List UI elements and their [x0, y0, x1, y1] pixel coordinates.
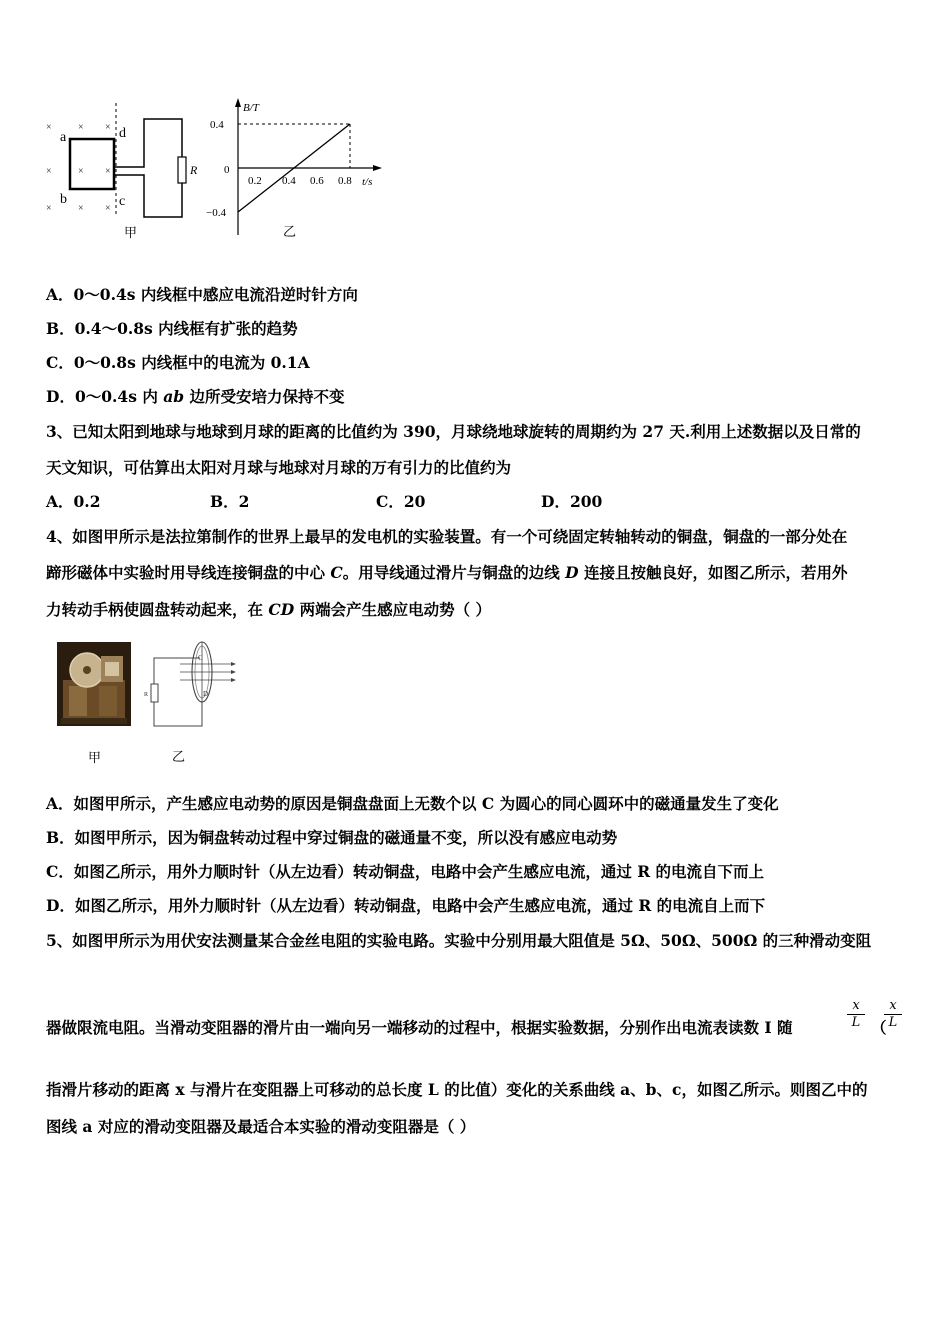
field-cross: × [105, 122, 111, 133]
x-axis-arrow [373, 165, 382, 171]
q2-option-d [46, 387, 345, 407]
q3-line-2: 天文知识，可估算出太阳对月球与地球对月球的万有引力的比值约为 [46, 458, 512, 477]
y-tick-label: 0.4 [210, 119, 224, 131]
q4-option-b: B．如图甲所示，因为铜盘转动过程中穿过铜盘的磁通量不变，所以没有感应电动势 [46, 828, 618, 847]
q2-option-d-prefix: D．0～0.4s 内 [46, 387, 164, 406]
q2-option-d-italic: ab [163, 387, 185, 406]
label-a: a [60, 130, 67, 145]
y-axis-arrow [235, 98, 241, 107]
q4-caption-left: 甲 [88, 751, 102, 766]
q4-line-2 [46, 563, 848, 583]
faraday-disk-schematic [142, 638, 242, 730]
faraday-disk-photo [57, 642, 131, 726]
q5-line-3: 指滑片移动的距离 x 与滑片在变阻器上可移动的总长度 L 的比值）变化的关系曲线 a、b、c，如图乙所示。则图乙中的 [46, 1080, 868, 1099]
x-axis-label: t/s [362, 176, 373, 188]
y-tick-label: −0.4 [206, 207, 226, 219]
fraction-x-over-l [847, 998, 865, 1031]
fraction-denominator: L [888, 1015, 898, 1030]
q3-line-1: 3、已知太阳到地球与地球到月球的距离的比值约为 390，月球绕地球旋转的周期约为 27 天.利用上述数据以及日常的 [46, 422, 861, 441]
q4-caption-right: 乙 [172, 750, 186, 765]
fraction-denominator: L [851, 1015, 861, 1030]
svg-text:C: C [198, 654, 203, 662]
wire-frame [70, 139, 114, 189]
q5-paren-open: （ [871, 1018, 887, 1037]
q4-point-d: D [565, 563, 579, 582]
q4-line-3-a: 力转动手柄使圆盘转动起来，在 [46, 600, 269, 619]
q4-option-d: D．如图乙所示，用外力顺时针（从左边看）转动铜盘，电路中会产生感应电流，通过 R 的电流自上而下 [46, 896, 766, 915]
q4-line-2-e: 连接且按触良好，如图乙所示，若用外 [578, 563, 848, 582]
label-r: R [190, 163, 198, 177]
svg-text:R: R [144, 692, 149, 698]
svg-text:D: D [203, 690, 209, 698]
q5-line-1: 5、如图甲所示为用伏安法测量某合金丝电阻的实验电路。实验中分别用最大阻值是 5Ω、50Ω、500Ω 的三种滑动变阻 [46, 931, 872, 950]
x-tick-label: 0.8 [338, 175, 352, 187]
label-b: b [60, 192, 67, 207]
field-cross: × [78, 122, 84, 133]
field-cross: × [105, 166, 111, 177]
field-cross: × [46, 166, 52, 177]
q4-point-c: C [330, 563, 343, 582]
q5-line-4: 图线 a 对应的滑动变阻器及最适合本实验的滑动变阻器是（ ） [46, 1117, 476, 1136]
fraction-numerator: x [884, 998, 902, 1015]
q4-line-2-b: 。用导线通过滑片与铜盘的边线 [342, 563, 566, 582]
label-d: d [119, 126, 126, 141]
x-tick-label: 0.4 [282, 175, 296, 187]
q4-line-2-a: 蹄形磁体中实验时用导线连接铜盘的中心 [46, 563, 331, 582]
y-axis-label: B/T [243, 102, 259, 114]
b-t-graph [206, 98, 382, 235]
fraction-x-over-l [884, 998, 902, 1031]
q4-cd-label: CD [268, 600, 295, 619]
y-tick-label: 0 [224, 164, 230, 176]
q3-option-c: C．20 [376, 492, 426, 511]
q4-option-a: A．如图甲所示，产生感应电动势的原因是铜盘盘面上无数个以 C 为圆心的同心圆环中的磁通量发生了变化 [46, 794, 779, 813]
q3-option-d: D．200 [541, 492, 603, 511]
q2-option-c: C．0～0.8s 内线框中的电流为 0.1A [46, 353, 310, 372]
magnetic-field-crosses [46, 122, 111, 214]
q2-option-b: B．0.4～0.8s 内线框有扩张的趋势 [46, 319, 298, 338]
q2-option-a: A．0～0.4s 内线框中感应电流沿逆时针方向 [46, 285, 358, 304]
field-cross: × [46, 122, 52, 133]
q5-line-2: 器做限流电阻。当滑动变阻器的滑片由一端向另一端移动的过程中，根据实验数据，分别作出电流表读数 I 随 [46, 1018, 793, 1037]
caption-left: 甲 [124, 225, 138, 240]
q4-line-3-b: 两端会产生感应电动势（ ） [294, 600, 491, 619]
figure-1 [40, 95, 400, 245]
label-c: c [119, 194, 126, 209]
field-cross: × [105, 203, 111, 214]
resistor [178, 157, 186, 183]
field-cross: × [78, 166, 84, 177]
q3-option-b: B．2 [210, 492, 250, 511]
q2-option-d-suffix: 边所受安培力保持不变 [184, 387, 345, 406]
x-tick-label: 0.2 [248, 175, 262, 187]
x-tick-label: 0.6 [310, 175, 324, 187]
field-cross: × [46, 203, 52, 214]
field-cross: × [78, 203, 84, 214]
q4-line-3 [46, 600, 491, 620]
caption-right: 乙 [283, 224, 297, 239]
q3-options [46, 492, 906, 512]
q4-line-1: 4、如图甲所示是法拉第制作的世界上最早的发电机的实验装置。有一个可绕固定转轴转动的铜盘，铜盘的一部分处在 [46, 527, 848, 546]
q3-option-a: A．0.2 [46, 492, 101, 511]
fraction-numerator: x [847, 998, 865, 1015]
q4-option-c: C．如图乙所示，用外力顺时针（从左边看）转动铜盘，电路中会产生感应电流，通过 R 的电流自下而上 [46, 862, 765, 881]
